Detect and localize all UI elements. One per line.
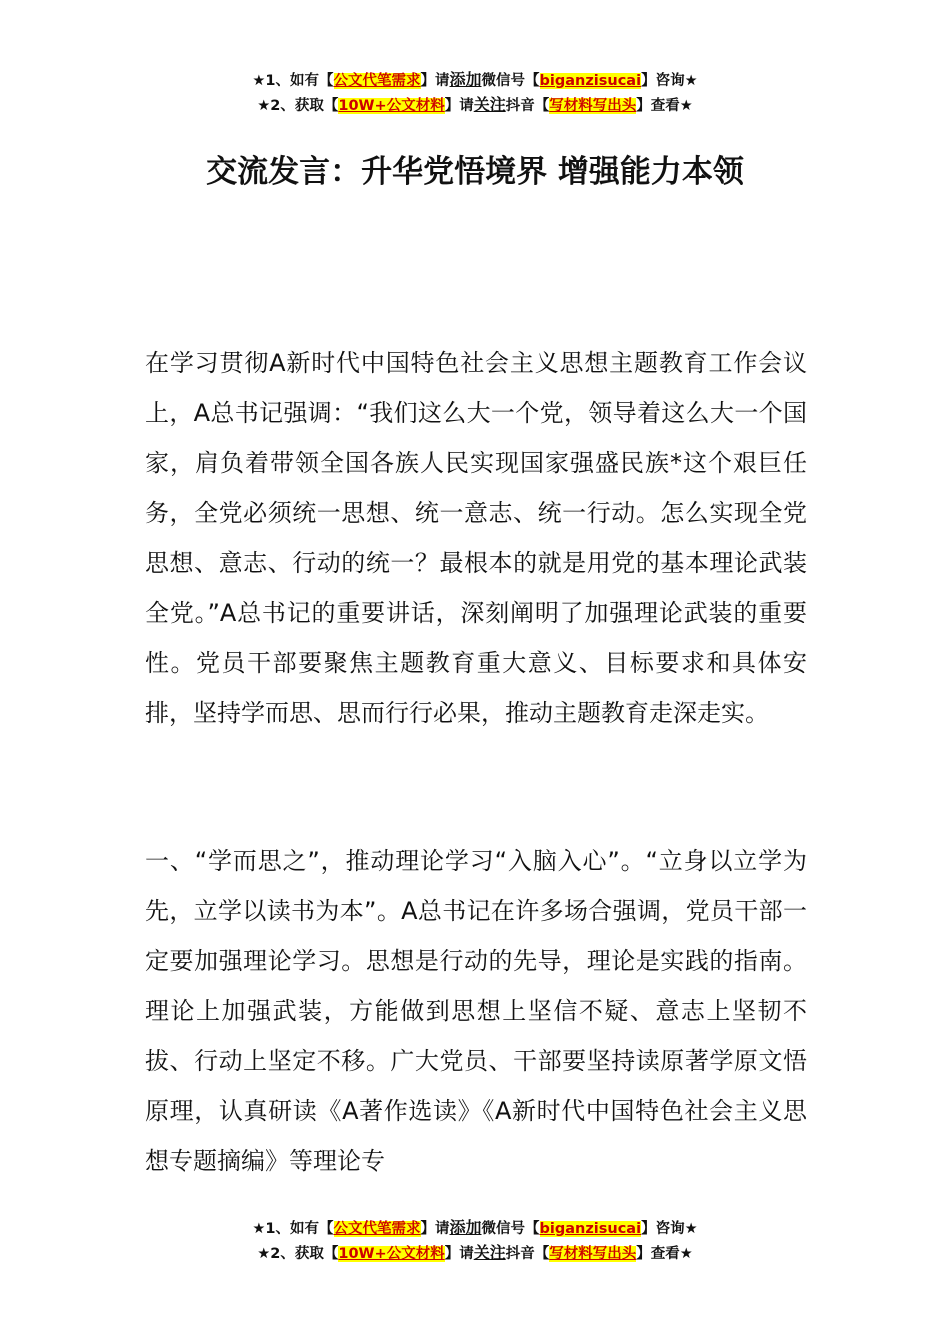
promo-highlight: 10W+公文材料 xyxy=(338,1246,445,1262)
promo-highlight: 公文代笔需求 xyxy=(333,73,421,89)
promo-line-1: ★1、如有【公文代笔需求】请添加微信号【biganzisucai】咨询★ xyxy=(252,70,698,89)
promo-banner-top xyxy=(0,68,950,118)
body-paragraph: 一、“学而思之”，推动理论学习“入脑入心”。“立身以立学为先，立学以读书为本”。A总书记在许多场合强调，党员干部一定要加强理论学习。思想是行动的先导，理论是实践的指南。理论上加强武装，方能做到思想上坚信不疑、意志上坚韧不拔、行动上坚定不移。广大党员、干部要坚持读原著学原文悟原理，认真研读《A著作选读》《A新时代中国特色社会主义思想专题摘编》等理论专 xyxy=(145,847,807,1175)
promo-highlight: 10W+公文材料 xyxy=(338,98,445,114)
document-title: 交流发言：升华党悟境界 增强能力本领 xyxy=(206,154,744,190)
body-paragraph: 在学习贯彻A新时代中国特色社会主义思想主题教育工作会议上，A总书记强调：“我们这么大一个党，领导着这么大一个国家，肩负着带领全国各族人民实现国家强盛民族*这个艰巨任务，全党必须统一思想、统一意志、统一行动。怎么实现全党思想、意志、行动的统一？最根本的就是用党的基本理论武装全党。”A总书记的重要讲话，深刻阐明了加强理论武装的重要性。党员干部要聚焦主题教育重大意义、目标要求和具体安排，坚持学而思、思而行行必果，推动主题教育走深走实。 xyxy=(145,349,807,727)
promo-highlight: 公文代笔需求 xyxy=(333,1221,421,1237)
promo-banner-bottom xyxy=(0,1216,950,1266)
promo-line-2: ★2、获取【10W+公文材料】请关注抖音【写材料写出头】查看★ xyxy=(257,1243,693,1262)
promo-line-1: ★1、如有【公文代笔需求】请添加微信号【biganzisucai】咨询★ xyxy=(252,1218,698,1237)
douyin-account: 写材料写出头 xyxy=(549,1246,637,1262)
douyin-account: 写材料写出头 xyxy=(549,98,637,114)
promo-line-2: ★2、获取【10W+公文材料】请关注抖音【写材料写出头】查看★ xyxy=(257,95,693,114)
wechat-id: biganzisucai xyxy=(539,1221,642,1237)
wechat-id: biganzisucai xyxy=(539,73,642,89)
